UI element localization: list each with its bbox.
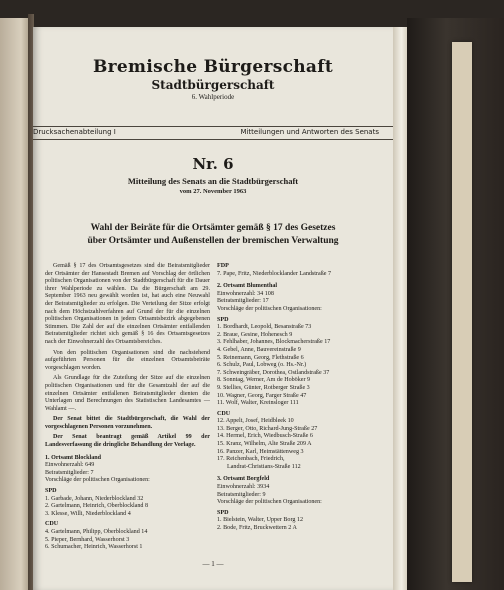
einwohner-blockland: Einwohnerzahl: 649: [45, 462, 95, 469]
list-item: 7. Pape, Fritz, Niederblocklander Landstraße 7: [217, 270, 332, 277]
list-item: 1. Bordhardt, Leopold, Besanstraße 73: [217, 324, 312, 331]
list-item: Landrat-Christians-Straße 112: [227, 463, 301, 470]
paragraph-2: Von den politischen Organisationen sind die nachstehend aufgeführten Personen für die einzelnen Ortsamtsbeiräte vorgeschlagen worden.: [45, 349, 210, 371]
previous-page-edge: [0, 18, 30, 590]
party-label-fdp: FDP: [217, 263, 229, 269]
list-item: 6. Schumacher, Heinrich, Wasserhorst 1: [45, 544, 143, 551]
paragraph-5: Der Senat beantragt gemäß Artikel 99 der Landesverfassung die dringliche Behandlung der Vorlage.: [45, 434, 210, 449]
heading-line-1: Wahl der Beiräte für die Ortsämter gemäß § 17 des Gesetzes: [90, 223, 336, 233]
list-item: 13. Berger, Otto, Richard-Jung-Straße 27: [217, 425, 318, 432]
legislative-period: 6. Wahlperiode: [191, 93, 235, 101]
list-item: 2. Bode, Fritz, Bruckwettern 2 A: [217, 525, 297, 531]
party-label-spd: SPD: [217, 509, 229, 516]
list-item: 5. Pieper, Bernhard, Wasserhorst 3: [45, 536, 130, 543]
page-stack-edge: [393, 27, 407, 590]
document-subtitle: Stadtbürgerschaft: [151, 78, 275, 92]
list-item: 4. Gebel, Anne, Bauvereinstraße 9: [217, 346, 301, 353]
list-item: 15. Kranz, Wilhelm, Alte Straße 209 A: [217, 441, 312, 448]
left-column: [45, 263, 210, 552]
list-item: 2. Braue, Gesine, Hohenesch 9: [217, 331, 293, 338]
document-date: vom 27. November 1963: [179, 188, 247, 195]
beirat-blockland: Beiratsmitglieder: 7: [45, 469, 94, 476]
vorschlaege-blockland: Vorschläge der politischen Organisationen:: [45, 477, 150, 484]
paragraph-1: Gemäß § 17 des Ortsamtsgesetzes sind die Beiratsmitglieder der Ortsämter der Hansestadt Bremen auf Vorschlag der örtlichen politischen Organisationen von der Stadtbürgerschaft für die Dauer ihrer Wahlperiode zu wählen. Da die Bürgerschaft am 29. September 1963 neu gewählt worden ist, hat auch eine Neuwahl der Beiratsmitglieder zu erfolgen. Die Verteilung der Sitze erfolgt nach dem Höchstzahlverfahren auf Grund der für die einzelnen politischen Organisationen in jedem Ortsamtsbezirk abgegebenen Stimmen. Die Zahl der auf die einzelnen Ortsämter entfallenden Beiratsmitglieder richtet sich gemäß § 16 des Ortsamtsgesetzes nach der Einwohnerzahl des Ortsamtsbereiches.: [45, 263, 210, 345]
document-page: [33, 27, 393, 590]
header-rule-top: [33, 126, 393, 127]
einwohner-blumenthal: Einwohnerzahl: 34 108: [217, 290, 274, 297]
beirat-borgfeld: Beiratsmitglieder: 9: [217, 491, 266, 498]
list-item: 1. Garbade, Johann, Niederblockland 32: [45, 495, 144, 502]
beirat-blumenthal: Beiratsmitglieder: 17: [217, 298, 269, 305]
party-label-spd: SPD: [217, 316, 229, 323]
section-title-blockland: 1. Ortsamt Blockland: [45, 454, 102, 461]
vorschlaege-blumenthal: Vorschläge der politischen Organisationen:: [217, 305, 322, 312]
list-item: 8. Sonntag, Werner, Am de Hoböker 9: [217, 377, 311, 384]
party-label-spd: SPD: [45, 488, 57, 495]
department-right: Mitteilungen und Antworten des Senats: [240, 128, 379, 136]
document-number: Nr. 6: [192, 155, 234, 173]
mitteilung-title: Mitteilung des Senats an die Stadtbürgerschaft: [127, 176, 299, 186]
list-item: 1. Bielstein, Walter, Upper Borg 12: [217, 517, 304, 524]
paragraph-3: Als Grundlage für die Zuteilung der Sitze auf die einzelnen politischen Organisationen und für die Gesamtzahl der auf die einzelnen Ortsämter entfallenen Beiratsmitglieder dienten die Unterlagen und Berechnungen des Statistischen Landesamtes — Wahlamt —.: [45, 375, 210, 412]
document-title: Bremische Bürgerschaft: [92, 57, 333, 77]
list-item: 16. Panzer, Karl, Heimstättenweg 3: [217, 448, 304, 455]
binder-tab: [407, 18, 504, 590]
list-item: 17. Reichenbach, Friedrich,: [217, 456, 285, 463]
list-item: 9. Stellies, Günter, Rotberger Straße 3: [217, 384, 310, 391]
party-label-cdu: CDU: [45, 521, 59, 528]
right-column: [217, 263, 387, 533]
department-left: Drucksachenabteilung I: [33, 128, 116, 136]
binder-tab-label: [452, 42, 472, 582]
section-title-blumenthal: 2. Ortsamt Blumenthal: [217, 283, 278, 290]
list-item: 7. Schweingräber, Dorothea, Ostlandstraße 37: [217, 369, 330, 376]
list-item: 2. Gartelmann, Heinrich, Oberblockland 8: [45, 503, 149, 510]
list-item: 10. Wagner, Georg, Farger Straße 47: [217, 392, 307, 399]
list-item: 11. Wolf, Walter, Kreinsloger 111: [217, 400, 299, 407]
list-item: 14. Hermel, Erich, Wiedbusch-Straße 6: [217, 433, 313, 440]
page-number: — 1 —: [202, 560, 224, 568]
list-item: 3. Klesse, Willi, Niederblockland 4: [45, 510, 131, 517]
heading-line-2: über Ortsämter und Außenstellen der bremischen Verwaltung: [87, 236, 339, 246]
einwohner-borgfeld: Einwohnerzahl: 3934: [217, 484, 270, 491]
header-rule-bottom: [33, 139, 393, 140]
list-item: 3. Fehlhaber, Johannes, Blockmacherstraße 17: [217, 339, 331, 346]
list-item: 12. Appelt, Josef, Heidbleek 10: [217, 418, 294, 425]
document-header: [33, 57, 393, 101]
list-item: 5. Reinemann, Georg, Flethstraße 6: [217, 354, 304, 361]
party-label-cdu: CDU: [217, 410, 231, 417]
vorschlaege-borgfeld: Vorschläge der politischen Organisationen:: [217, 499, 322, 506]
paragraph-4: Der Senat bittet die Stadtbürgerschaft, die Wahl der vorgeschlagenen Personen vorzunehmen.: [45, 416, 210, 430]
section-heading: [33, 222, 393, 248]
list-item: 4. Gartelmann, Philipp, Oberblockland 14: [45, 529, 148, 535]
section-title-borgfeld: 3. Ortsamt Borgfeld: [217, 476, 270, 483]
list-item: 6. Schulz, Paul, Lobweg (o. Hs.-Nr.): [217, 362, 307, 369]
